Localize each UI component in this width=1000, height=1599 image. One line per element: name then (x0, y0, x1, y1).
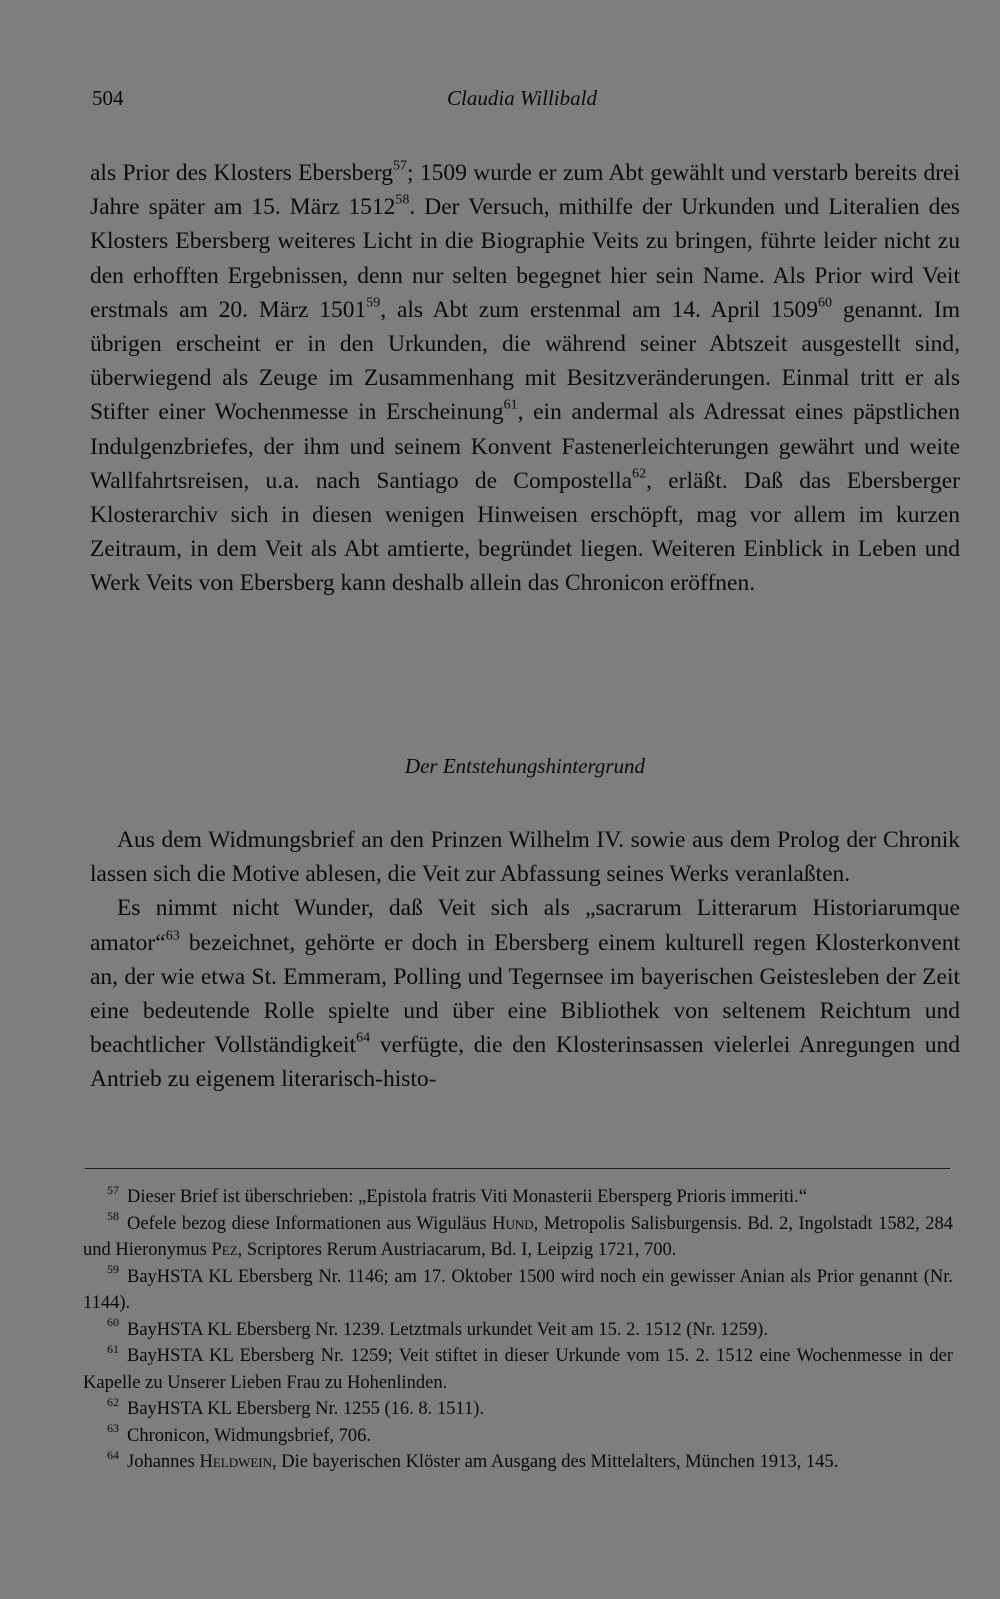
text-run: , als Abt zum erstenmal am 14. April 1509 (380, 296, 818, 323)
footnote-number: 63 (107, 1421, 119, 1436)
footnote-60 (83, 1317, 953, 1344)
text-run: bezeichnet, gehörte er doch in Ebersberg einem kulturell regen Klosterkonvent an, der wie etwa St. Emmeram, Polling und Tegernsee im bayerischen Geistesleben der Zeit eine bedeutende Rolle spielte und über eine Bibliothek von seltenem Reichtum und beachtlicher Vollständigkeit (90, 929, 960, 1059)
footnote-ref: 60 (818, 295, 832, 311)
author-name: Pez (211, 1240, 238, 1260)
footnote-64 (83, 1449, 953, 1476)
author-name: Hund (492, 1213, 534, 1234)
footnote-ref: 59 (366, 295, 381, 311)
section-heading: Der Entstehungshintergrund (404, 754, 646, 778)
footnote-text: BayHSTA KL Ebersberg Nr. 1255 (16. 8. 1511). (127, 1399, 485, 1419)
paragraph-3 (90, 891, 960, 1096)
text-run: . Der Versuch, mithilfe der Urkunden und Literalien des Klosters Ebersberg weiteres Licht in die Biographie Veits zu bringen, führte leider nicht zu den erhofften Ergebnissen, denn nur selten begegnet hier sein Name. Als Prior wird Veit erstmals am 20. März 1501 (90, 194, 960, 323)
body-text (90, 156, 960, 601)
footnote-57 (83, 1184, 953, 1211)
body-text-section (90, 823, 960, 1097)
text-run: , erläßt. Daß das Ebersberger Klosterarchiv sich in diesen wenigen Hinweisen erschöpft, mag vor allem im kurzen Zeitraum, in dem Veit als Abt amtierte, begründet liegen. Weiteren Einblick in Leben und Werk Veits von Ebersberg kann deshalb allein das Chronicon eröffnen. (90, 467, 960, 597)
footnotes (83, 1184, 953, 1476)
text-run: genannt. Im übrigen erscheint er in den Urkunden, die während seiner Abtszeit ausgestellt sind, überwiegend als Zeuge im Zusammenhang mit Besitzveränderungen. Einmal tritt er als Stifter einer Wochenmesse in Erscheinung (90, 296, 961, 426)
page-number: 504 (92, 86, 124, 110)
footnote-number: 64 (107, 1447, 119, 1462)
footnote-text: Oefele bezog diese Informationen aus Wiguläus (127, 1213, 493, 1234)
author-name: Heldwein (199, 1452, 273, 1472)
text-run: verfügte, die den Klosterinsassen vielerlei Anregungen und Antrieb zu eigenem literarisch-histo- (90, 1032, 961, 1093)
footnote-62 (83, 1396, 953, 1423)
footnote-text: Johannes (127, 1452, 200, 1472)
footnote-text: BayHSTA KL Ebersberg Nr. 1239. Letztmals urkundet Veit am 15. 2. 1512 (Nr. 1259). (127, 1319, 768, 1340)
footnote-text: , Metropolis Salisburgensis. Bd. 2, Ingolstadt 1582, 284 und Hieronymus (83, 1213, 953, 1260)
footnote-ref: 57 (393, 158, 408, 174)
running-head: Claudia Willibald (447, 86, 597, 110)
footnote-63 (83, 1423, 953, 1450)
text-run: als Prior des Klosters Ebersberg (90, 160, 394, 186)
footnote-text: Chronicon, Widmungsbrief, 706. (127, 1425, 372, 1446)
text-run: ; 1509 wurde er zum Abt gewählt und verstarb bereits drei Jahre später am 15. März 1512 (90, 160, 960, 221)
footnote-number: 61 (107, 1341, 119, 1356)
page-header (92, 86, 952, 120)
footnote-number: 59 (107, 1262, 119, 1277)
footnote-divider (85, 1168, 950, 1169)
footnote-ref: 63 (165, 928, 180, 944)
text-run: , ein andermal als Adressat eines päpstlichen Indulgenzbriefes, der ihm und seinem Konvent Fastenerleichterungen gewährt und weite Wallfahrtsreisen, u.a. nach Santiago de Compostella (90, 399, 960, 494)
footnote-58 (83, 1211, 953, 1264)
text-run: Es nimmt nicht Wunder, daß Veit sich als „sacrarum Litterarum Historiarumque amator“ (90, 895, 960, 956)
footnote-ref: 58 (395, 192, 410, 208)
footnote-ref: 64 (356, 1030, 371, 1046)
footnote-ref: 61 (503, 397, 518, 413)
footnote-61 (83, 1343, 953, 1396)
footnote-ref: 62 (632, 466, 647, 482)
footnote-number: 62 (107, 1394, 119, 1409)
footnote-text: BayHSTA KL Ebersberg Nr. 1146; am 17. Oktober 1500 wird noch ein gewisser Anian als Prior genannt (Nr. 1144). (83, 1266, 953, 1313)
footnote-number: 57 (107, 1182, 119, 1197)
footnote-59 (83, 1264, 953, 1317)
footnote-text: Dieser Brief ist überschrieben: „Epistola fratris Viti Monasterii Ebersperg Prioris immeriti.“ (127, 1187, 807, 1207)
footnote-number: 58 (107, 1209, 119, 1224)
paragraph-1 (90, 156, 960, 601)
footnote-number: 60 (107, 1315, 119, 1330)
footnote-text: , Die bayerischen Klöster am Ausgang des Mittelalters, München 1913, 145. (272, 1452, 839, 1472)
footnote-text: BayHSTA KL Ebersberg Nr. 1259; Veit stiftet in dieser Urkunde vom 15. 2. 1512 eine Wochenmesse in der Kapelle zu Unserer Lieben Frau zu Hohenlinden. (83, 1346, 953, 1393)
footnote-text: , Scriptores Rerum Austriacarum, Bd. I, Leipzig 1721, 700. (237, 1240, 677, 1260)
paragraph-2: Aus dem Widmungsbrief an den Prinzen Wilhelm IV. sowie aus dem Prolog der Chronik lassen sich die Motive ablesen, die Veit zur Abfassung seines Werks veranlaßten. (90, 827, 960, 888)
